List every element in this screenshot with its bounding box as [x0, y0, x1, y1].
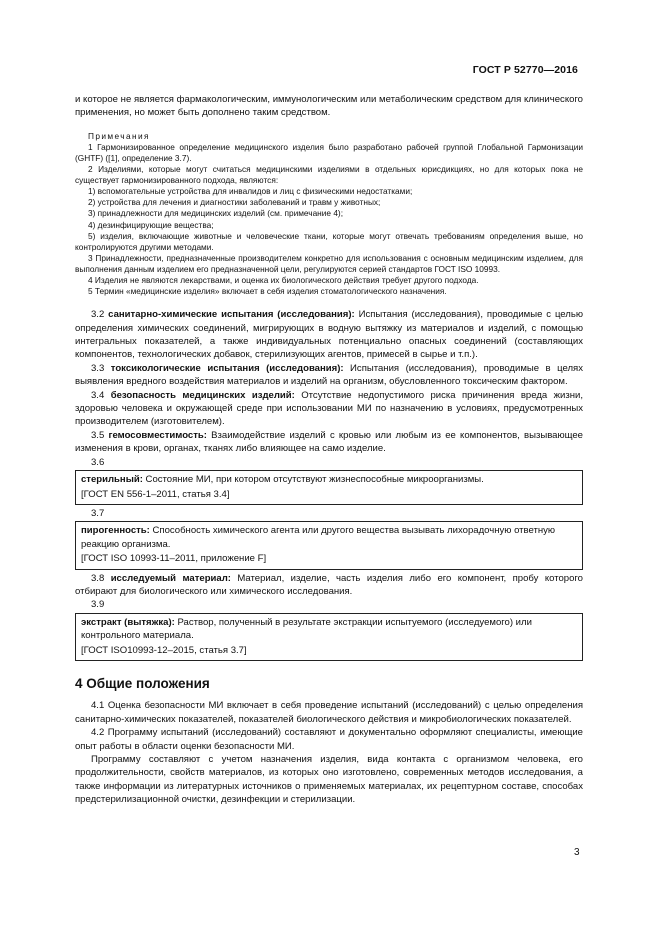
intro-paragraph: и которое не является фармакологическим, иммунологическим или метаболическим средством для клинического применения, но может быть дополнено таким средством.: [75, 94, 583, 119]
definition-text: Материал, изделие, часть изделия либо его компонент, пробу которого отбирают для биологического или химического исследования.: [75, 572, 583, 597]
definition-3-8: [75, 572, 583, 599]
definition-term: пирогенность:: [81, 525, 150, 537]
definition-3-2: [75, 308, 583, 362]
page-number: 3: [574, 847, 580, 858]
definition-term: исследуемый материал:: [110, 572, 231, 584]
note-item: 3 Принадлежности, предназначенные производителем конкретно для использования с основным медицинским изделием, для выполнения данным изделием его предназначенной цели, регулируются серией стандартов ГОСТ ISO 10993.: [75, 252, 583, 274]
page-content: [75, 93, 583, 807]
definition-3-5: [75, 429, 583, 456]
definition-term: токсикологические испытания (исследования):: [110, 362, 344, 374]
section-paragraph: Программу составляют с учетом назначения изделия, вида контакта с организмом человека, его продолжительности, свойств материалов, из которых оно изготовлено, современных методов исследования, а также информации из литературных источников о применяемых материалах, их рецептурном составе, способах предстерилизационной очистки, дезинфекции и стерилизации.: [75, 754, 583, 806]
section-paragraph: 4.2 Программу испытаний (исследований) составляют и документально оформляют специалисты, имеющие опыт работы в области оценки безопасности МИ.: [75, 727, 583, 752]
definition-term: безопасность медицинских изделий:: [110, 389, 295, 401]
definition-text: Отсутствие недопустимого риска причинения вреда жизни, здоровью человека и окружающей среде при использовании МИ по назначению в условиях, предусмотренных производителем (изготовителем).: [75, 389, 583, 428]
definition-number: 3.7: [91, 507, 105, 519]
notes-heading: Примечания: [88, 130, 150, 141]
note-item: 4) дезинфицирующие вещества;: [88, 219, 214, 230]
definition-text: Взаимодействие изделий с кровью или любым из ее компонентов, вызывающее изменения в крови, органах, тканях либо влияющее на само изделие.: [75, 429, 583, 455]
definition-reference: [ГОСТ ISO 10993-11–2011, приложение F]: [81, 553, 267, 565]
section-paragraph: 4.1 Оценка безопасности МИ включает в себя проведение испытаний (исследований) с целью определения санитарно-химических показателей, показателей биологического действия и микробиологических показателей.: [75, 700, 583, 725]
definition-number: 3.9: [91, 599, 105, 611]
note-item: 2) устройства для лечения и диагностики заболеваний и травм у животных;: [88, 197, 381, 208]
notes-block: [75, 131, 583, 297]
definition-text: Способность химического агента или другого вещества вызывать лихорадочную ответную реакцию организма.: [81, 525, 556, 550]
definition-3-3: [75, 362, 583, 389]
section-heading: 4 Общие положения: [75, 675, 210, 691]
note-item: 2 Изделиями, которые могут считаться медицинскими изделиями в отдельных юрисдикциях, но для которых пока не существует гармонизированного подхода, являются:: [75, 164, 583, 186]
document-header: ГОСТ Р 52770—2016: [472, 64, 578, 76]
definition-term: гемосовместимость:: [108, 429, 207, 441]
definition-term: экстракт (вытяжка):: [81, 616, 175, 628]
definition-number: 3.5: [91, 429, 105, 441]
note-item: 3) принадлежности для медицинских изделий (см. примечание 4);: [88, 208, 344, 219]
definition-text: Состояние МИ, при котором отсутствуют жизнеспособные микроорганизмы.: [142, 474, 484, 486]
definition-reference: [ГОСТ EN 556-1–2011, статья 3.4]: [81, 488, 230, 500]
definition-box-3-7: [75, 521, 583, 569]
definition-term: стерильный:: [81, 474, 143, 486]
definition-box-3-9: [75, 613, 583, 661]
note-item: 1) вспомогательные устройства для инвалидов и лиц с физическими недостатками;: [88, 186, 413, 197]
definition-term: санитарно-химические испытания (исследования):: [108, 309, 355, 321]
definition-number: 3.3: [91, 362, 105, 374]
definition-number: 3.4: [91, 389, 105, 401]
definition-number: 3.8: [91, 572, 105, 584]
definition-3-4: [75, 389, 583, 429]
note-item: 5 Термин «медицинские изделия» включает в себя изделия стоматологического назначения.: [88, 286, 447, 297]
definition-number: 3.2: [91, 309, 105, 321]
note-item: 1 Гармонизированное определение медицинского изделия было разработано рабочей группой Глобальной Гармонизации (GHTF) ([1], определение 3.7).: [75, 141, 583, 163]
note-item: 4 Изделия не являются лекарствами, и оценка их биологического действия требует другого подхода.: [88, 275, 479, 286]
definition-text: Раствор, полученный в результате экстракции испытуемого (исследуемого) или контрольного материала.: [81, 616, 532, 642]
definition-text: Испытания (исследования), проводимые с целью определения химических соединений, мигрирующих в водную вытяжку из материалов и изделий, с помощью интегральных показателей, а также индивидуальных потенциально опасных соединений (составляющих компонентов, технологических добавок, стерилизующих агентов, примесей в сырье и т.п.).: [75, 309, 583, 361]
definition-box-3-6: [75, 470, 583, 505]
note-item: 5) изделия, включающие животные и человеческие ткани, которые могут отвечать требованиям определения выше, но контролируются другими методами.: [75, 230, 583, 252]
definition-number: 3.6: [91, 456, 105, 468]
definition-text: Испытания (исследования), проводимые в целях выявления вредного воздействия материалов и изделий на организм, обусловленного токсическим фактором.: [75, 362, 583, 388]
definition-reference: [ГОСТ ISO10993-12–2015, статья 3.7]: [81, 644, 247, 656]
